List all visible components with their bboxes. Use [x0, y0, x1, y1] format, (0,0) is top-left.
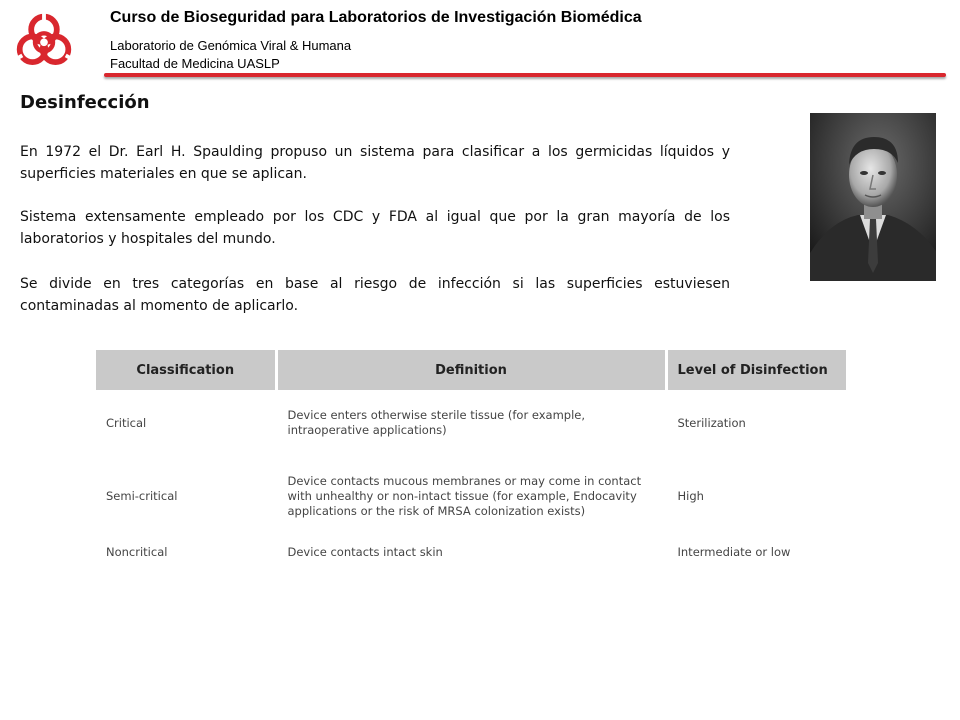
cell-level: High [666, 456, 846, 536]
cell-classification: Noncritical [96, 536, 276, 568]
cell-level: Intermediate or low [666, 536, 846, 568]
table-row [96, 536, 846, 568]
biohazard-icon [12, 8, 76, 74]
paragraph-1: En 1972 el Dr. Earl H. Spaulding propuso un sistema para clasificar a los germicidas líquidos y superficies materiales en que se aplican. [20, 144, 730, 182]
paragraph-2: Sistema extensamente empleado por los CDC y FDA al igual que por la gran mayoría de los laboratorios y hospitales del mundo. [20, 209, 730, 247]
cell-level: Sterilization [666, 390, 846, 456]
cell-classification: Semi-critical [96, 456, 276, 536]
portrait-photo [810, 113, 936, 281]
table-row [96, 390, 846, 456]
table-header-row [96, 350, 846, 390]
cell-definition: Device contacts intact skin [276, 536, 666, 568]
header-divider [104, 73, 946, 77]
biohazard-logo-icon [12, 8, 76, 74]
header-definition: Definition [276, 350, 666, 390]
course-title: Curso de Bioseguridad para Laboratorios de Investigación Biomédica [110, 9, 642, 26]
cell-definition: Device enters otherwise sterile tissue (for example, intraoperative applications) [276, 390, 666, 456]
paragraph-3: Se divide en tres categorías en base al riesgo de infección si las superficies estuviesen contaminadas al momento de aplicarlo. [20, 276, 730, 314]
table-row [96, 456, 846, 536]
header-level-of-disinfection: Level of Disinfection [666, 350, 846, 390]
cell-definition: Device contacts mucous membranes or may come in contact with unhealthy or non-intact tissue (for example, Endocavity applications or the risk of MRSA colonization exists) [276, 456, 666, 536]
cell-classification: Critical [96, 390, 276, 456]
spaulding-classification-table [96, 350, 848, 568]
faculty-name: Facultad de Medicina UASLP [110, 56, 280, 71]
lab-name: Laboratorio de Genómica Viral & Humana [110, 38, 352, 53]
header-classification: Classification [96, 350, 276, 390]
section-title: Desinfección [20, 92, 150, 113]
